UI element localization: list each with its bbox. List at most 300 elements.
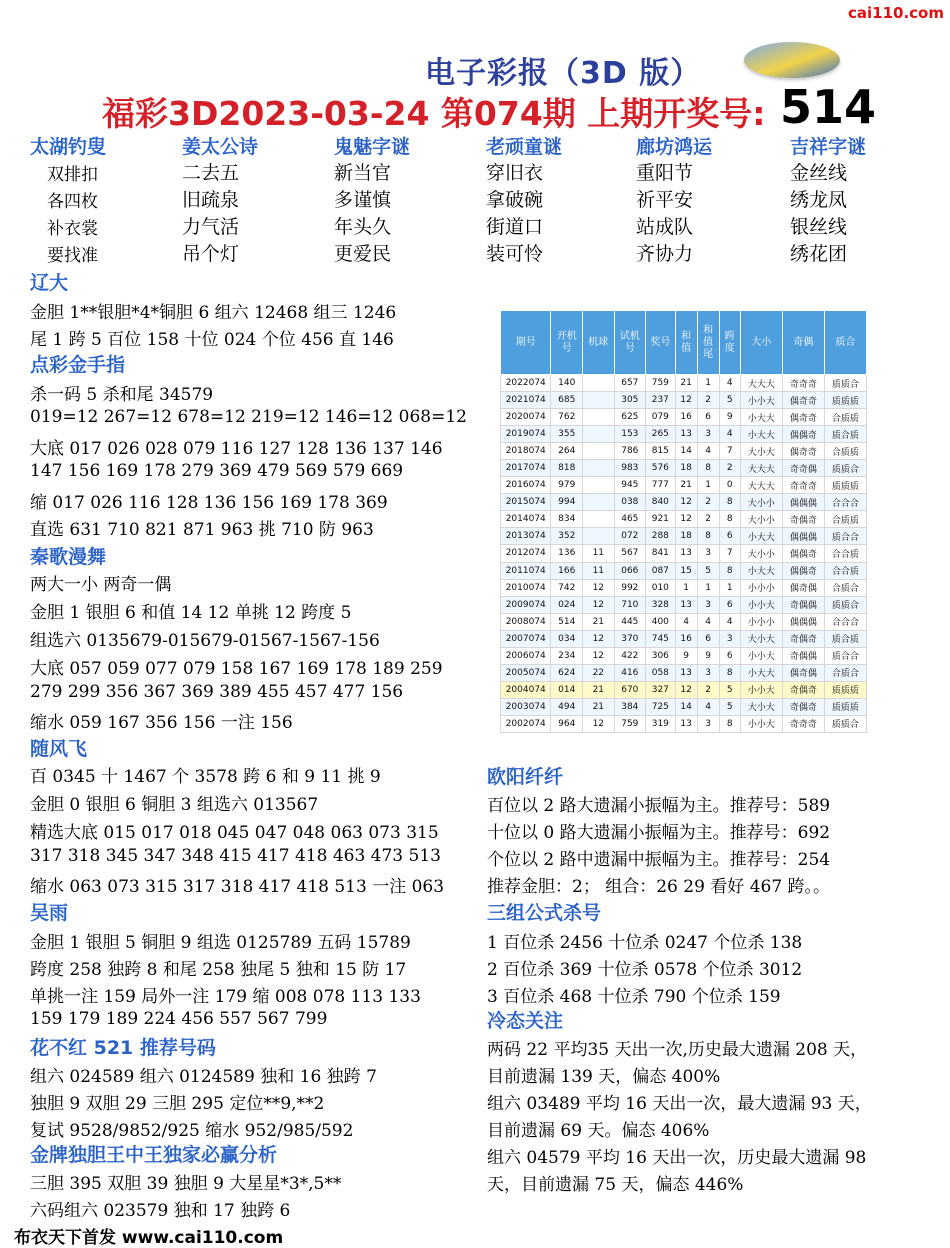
table-header: 奇偶: [782, 311, 824, 375]
table-cell: 合合合: [824, 494, 866, 511]
table-cell: 921: [646, 511, 675, 528]
table-cell: 3: [697, 426, 719, 443]
table-cell: 8: [719, 664, 740, 681]
table-cell: 小小大: [740, 647, 782, 664]
text-line: 金胆 1 银胆 5 铜胆 9 组选 0125789 五码 15789: [30, 933, 411, 953]
text-line: 金胆 1 银胆 6 和值 14 12 单挑 12 跨度 5: [30, 603, 352, 623]
table-cell: 762: [551, 409, 583, 426]
table-row: [501, 647, 867, 664]
table-cell: 445: [614, 613, 646, 630]
table-cell: 8: [719, 511, 740, 528]
table-row: [501, 511, 867, 528]
table-cell: [583, 443, 615, 460]
table-cell: 422: [614, 647, 646, 664]
table-cell: 058: [646, 664, 675, 681]
table-cell: 072: [614, 528, 646, 545]
table-cell: 小大大: [740, 528, 782, 545]
table-cell: 0: [719, 477, 740, 494]
table-cell: 12: [583, 579, 615, 596]
text-line: 缩水 059 167 356 156 一注 156: [30, 713, 293, 733]
text-line: 三胆 395 双胆 39 独胆 9 大星星*3*,5**: [30, 1174, 342, 1194]
table-cell: 偶偶偶: [782, 528, 824, 545]
table-cell: 7: [719, 545, 740, 562]
table-cell: 11: [583, 545, 615, 562]
table-cell: 288: [646, 528, 675, 545]
text-line: 159 179 189 224 456 557 567 799: [30, 1009, 328, 1029]
table-cell: 15: [675, 562, 697, 579]
table-cell: 818: [551, 460, 583, 477]
grid-cell: 站成队: [636, 216, 694, 238]
table-header: 期号: [501, 311, 551, 375]
table-cell: 质质合: [824, 596, 866, 613]
table-cell: 4: [719, 613, 740, 630]
table-cell: 18: [675, 528, 697, 545]
table-cell: 偶奇偶: [782, 579, 824, 596]
table-cell: 质合合: [824, 647, 866, 664]
history-table: [500, 310, 867, 733]
grid-cell: 吊个灯: [182, 243, 240, 265]
table-cell: 5: [697, 562, 719, 579]
riddle-label: 要找准: [47, 246, 98, 266]
text-line: 目前遗漏 139 天，偏态 400%: [487, 1067, 721, 1087]
lottery-logo-icon: [744, 42, 840, 78]
footer-credit: 布衣天下首发 www.cai110.com: [14, 1228, 284, 1248]
table-row: [501, 392, 867, 409]
text-line: 百 0345 十 1467 个 3578 跨 6 和 9 11 挑 9: [30, 767, 381, 787]
table-cell: 841: [646, 545, 675, 562]
text-line: 279 299 356 367 369 389 455 457 477 156: [30, 682, 404, 702]
table-cell: 13: [675, 596, 697, 613]
column-title-5: 廊坊鸿运: [636, 136, 713, 158]
table-cell: 725: [646, 698, 675, 715]
table-cell: 4: [697, 613, 719, 630]
table-cell: 2022074: [501, 375, 551, 392]
table-cell: 2: [697, 511, 719, 528]
table-cell: 偶奇奇: [782, 409, 824, 426]
table-cell: 2017074: [501, 460, 551, 477]
table-cell: 22: [583, 664, 615, 681]
table-cell: 大大大: [740, 460, 782, 477]
table-cell: 759: [614, 715, 646, 732]
table-cell: 12: [675, 494, 697, 511]
table-row: [501, 426, 867, 443]
table-cell: 6: [719, 596, 740, 613]
table-cell: 983: [614, 460, 646, 477]
table-cell: 815: [646, 443, 675, 460]
grid-cell: 旧疏泉: [182, 189, 240, 211]
table-cell: 8: [719, 715, 740, 732]
table-cell: 2003074: [501, 698, 551, 715]
grid-cell: 二去五: [182, 162, 240, 184]
table-cell: 024: [551, 596, 583, 613]
table-header: 跨度: [719, 311, 740, 375]
table-cell: 小小大: [740, 596, 782, 613]
table-row: [501, 613, 867, 630]
section-title-wuyu: 吴雨: [30, 902, 69, 924]
table-cell: 140: [551, 375, 583, 392]
issue-headline: 福彩3D2023-03-24 第074期 上期开奖号:: [102, 94, 766, 133]
table-cell: [583, 460, 615, 477]
table-cell: 12: [583, 630, 615, 647]
grid-cell: 金丝线: [790, 162, 848, 184]
table-cell: 166: [551, 562, 583, 579]
table-cell: 8: [719, 562, 740, 579]
text-line: 2 百位杀 369 十位杀 0578 个位杀 3012: [487, 960, 803, 980]
table-cell: 3: [697, 596, 719, 613]
table-cell: 12: [583, 715, 615, 732]
table-cell: 合质质: [824, 511, 866, 528]
table-cell: 合质合: [824, 579, 866, 596]
text-line: 直选 631 710 821 871 963 挑 710 防 963: [30, 520, 374, 540]
table-cell: 685: [551, 392, 583, 409]
table-cell: 494: [551, 698, 583, 715]
table-row: [501, 409, 867, 426]
text-line: 两码 22 平均35 天出一次,历史最大遗漏 208 天，: [487, 1040, 868, 1060]
table-cell: 4: [719, 375, 740, 392]
table-cell: 136: [551, 545, 583, 562]
table-cell: 945: [614, 477, 646, 494]
table-cell: 奇奇奇: [782, 375, 824, 392]
table-cell: 1: [697, 477, 719, 494]
table-cell: 1: [675, 579, 697, 596]
text-line: 精选大底 015 017 018 045 047 048 063 073 315: [30, 823, 439, 843]
grid-cell: 拿破碗: [486, 189, 544, 211]
column-title-1: 太湖钓叟: [30, 136, 107, 158]
text-line: 复试 9528/9852/925 缩水 952/985/592: [30, 1121, 354, 1141]
table-row: [501, 681, 867, 698]
table-cell: 2: [697, 392, 719, 409]
text-line: 六码组六 023579 独和 17 独跨 6: [30, 1201, 291, 1221]
table-cell: 4: [697, 443, 719, 460]
table-cell: 14: [675, 698, 697, 715]
table-cell: 小大大: [740, 409, 782, 426]
table-cell: 质质合: [824, 715, 866, 732]
table-cell: 质质质: [824, 477, 866, 494]
table-row: [501, 596, 867, 613]
grid-cell: 更爱民: [334, 243, 392, 265]
table-cell: 657: [614, 375, 646, 392]
table-cell: 13: [675, 545, 697, 562]
table-cell: 奇奇奇: [782, 715, 824, 732]
table-cell: 16: [675, 409, 697, 426]
table-cell: 21: [675, 477, 697, 494]
column-title-3: 鬼魅字谜: [334, 136, 411, 158]
table-cell: 大小小: [740, 511, 782, 528]
table-cell: 567: [614, 545, 646, 562]
last-draw-number: 514: [780, 80, 877, 134]
table-row: [501, 443, 867, 460]
riddle-label: 双排扣: [47, 165, 98, 185]
table-cell: 大小大: [740, 698, 782, 715]
text-line: 大底 017 026 028 079 116 127 128 136 137 146: [30, 439, 443, 459]
text-line: 组选六 0135679-015679-01567-1567-156: [30, 631, 380, 651]
table-cell: [583, 375, 615, 392]
table-cell: 2006074: [501, 647, 551, 664]
table-cell: 625: [614, 409, 646, 426]
table-cell: 质质合: [824, 375, 866, 392]
table-cell: 745: [646, 630, 675, 647]
table-cell: 355: [551, 426, 583, 443]
text-line: 杀一码 5 杀和尾 34579: [30, 385, 214, 405]
table-header: 试机号: [614, 311, 646, 375]
table-cell: 6: [719, 647, 740, 664]
table-cell: 偶偶奇: [782, 545, 824, 562]
table-cell: 2015074: [501, 494, 551, 511]
table-cell: 奇奇奇: [782, 477, 824, 494]
table-cell: 小大大: [740, 562, 782, 579]
table-cell: 2011074: [501, 562, 551, 579]
grid-cell: 祈平安: [636, 189, 694, 211]
table-cell: 质合质: [824, 630, 866, 647]
table-cell: 352: [551, 528, 583, 545]
text-line: 组六 04579 平均 16 天出一次，历史最大遗漏 98: [487, 1148, 867, 1168]
text-line: 缩水 063 073 315 317 318 417 418 513 一注 063: [30, 877, 445, 897]
table-header: 和值尾: [697, 311, 719, 375]
table-cell: 834: [551, 511, 583, 528]
section-title-huabuhong: 花不红 521 推荐号码: [30, 1037, 216, 1059]
table-cell: 153: [614, 426, 646, 443]
table-cell: 21: [583, 613, 615, 630]
text-line: 跨度 258 独跨 8 和尾 258 独尾 5 独和 15 防 17: [30, 960, 407, 980]
table-cell: 1: [719, 579, 740, 596]
table-cell: 2009074: [501, 596, 551, 613]
table-cell: 786: [614, 443, 646, 460]
table-cell: 5: [719, 392, 740, 409]
table-cell: 奇奇偶: [782, 460, 824, 477]
table-cell: 670: [614, 681, 646, 698]
table-cell: 2018074: [501, 443, 551, 460]
table-cell: 328: [646, 596, 675, 613]
table-row: [501, 375, 867, 392]
table-cell: 偶奇奇: [782, 443, 824, 460]
table-cell: 742: [551, 579, 583, 596]
table-cell: 质合合: [824, 528, 866, 545]
table-cell: 9: [719, 409, 740, 426]
table-cell: 992: [614, 579, 646, 596]
section-title-golden-king: 金牌独胆王中王独家必赢分析: [30, 1144, 278, 1166]
table-cell: 6: [719, 528, 740, 545]
table-cell: 2014074: [501, 511, 551, 528]
table-cell: 2019074: [501, 426, 551, 443]
table-cell: 合质质: [824, 443, 866, 460]
table-cell: 大小大: [740, 443, 782, 460]
table-cell: [583, 477, 615, 494]
history-table-body: [501, 375, 867, 733]
section-title-suifengfei: 随风飞: [30, 738, 88, 760]
text-line: 单挑一注 159 局外一注 179 缩 008 078 113 133: [30, 987, 421, 1007]
column-title-6: 吉祥字谜: [790, 136, 867, 158]
table-header: 和值: [675, 311, 697, 375]
grid-cell: 多谨慎: [334, 189, 392, 211]
table-cell: 370: [614, 630, 646, 647]
text-line: 个位以 2 路中遗漏中振幅为主。推荐号：254: [487, 850, 831, 870]
table-cell: 16: [675, 630, 697, 647]
table-cell: 奇偶奇: [782, 630, 824, 647]
table-row: [501, 528, 867, 545]
table-cell: 759: [646, 375, 675, 392]
table-cell: [583, 511, 615, 528]
text-line: 金胆 1**银胆*4*铜胆 6 组六 12468 组三 1246: [30, 303, 397, 323]
table-cell: 13: [675, 715, 697, 732]
table-cell: 12: [583, 647, 615, 664]
table-cell: 4: [675, 613, 697, 630]
table-cell: [583, 426, 615, 443]
text-line: 组六 024589 组六 0124589 独和 16 独跨 7: [30, 1067, 377, 1087]
table-cell: 小小小: [740, 579, 782, 596]
table-cell: 偶偶偶: [782, 494, 824, 511]
table-cell: 质质质: [824, 698, 866, 715]
grid-cell: 穿旧衣: [486, 162, 544, 184]
table-cell: 奇偶偶: [782, 647, 824, 664]
table-cell: 小小小: [740, 613, 782, 630]
text-line: 推荐金胆：2； 组合：26 29 看好 467 跨。。: [487, 877, 831, 897]
grid-cell: 齐协力: [636, 243, 694, 265]
table-cell: 奇偶奇: [782, 681, 824, 698]
table-cell: 奇偶奇: [782, 511, 824, 528]
table-row: [501, 494, 867, 511]
table-cell: 319: [646, 715, 675, 732]
table-row: [501, 562, 867, 579]
table-cell: 237: [646, 392, 675, 409]
text-line: 1 百位杀 2456 十位杀 0247 个位杀 138: [487, 933, 803, 953]
table-cell: 小大大: [740, 426, 782, 443]
table-cell: [583, 409, 615, 426]
table-cell: 12: [675, 511, 697, 528]
grid-cell: 力气活: [182, 216, 240, 238]
grid-cell: 重阳节: [636, 162, 694, 184]
table-cell: 305: [614, 392, 646, 409]
table-cell: [583, 392, 615, 409]
table-cell: 12: [583, 596, 615, 613]
text-line: 百位以 2 路大遗漏小振幅为主。推荐号：589: [487, 796, 831, 816]
table-cell: [583, 494, 615, 511]
table-cell: 偶奇奇: [782, 392, 824, 409]
table-cell: 014: [551, 681, 583, 698]
table-header: 质合: [824, 311, 866, 375]
table-header: 开机号: [551, 311, 583, 375]
table-cell: 6: [697, 409, 719, 426]
table-cell: 大小大: [740, 630, 782, 647]
table-header: 机球: [583, 311, 615, 375]
table-cell: 质质合: [824, 460, 866, 477]
text-line: 金胆 0 银胆 6 铜胆 3 组选六 013567: [30, 795, 319, 815]
table-cell: 质质质: [824, 392, 866, 409]
table-cell: 1: [697, 375, 719, 392]
table-row: [501, 477, 867, 494]
table-cell: 777: [646, 477, 675, 494]
table-header: 大小: [740, 311, 782, 375]
text-line: 两大一小 两奇一偶: [30, 575, 172, 595]
table-cell: 5: [719, 681, 740, 698]
table-cell: 8: [697, 528, 719, 545]
table-cell: 大大大: [740, 375, 782, 392]
table-cell: 小小大: [740, 392, 782, 409]
table-cell: 234: [551, 647, 583, 664]
table-cell: 11: [583, 562, 615, 579]
text-line: 大底 057 059 077 079 158 167 169 178 189 259: [30, 659, 443, 679]
table-cell: 13: [675, 426, 697, 443]
table-cell: 306: [646, 647, 675, 664]
text-line: 019=12 267=12 678=12 219=12 146=12 068=12: [30, 407, 467, 427]
table-cell: 4: [719, 426, 740, 443]
text-line: 天，目前遗漏 75 天，偏态 446%: [487, 1175, 744, 1195]
table-cell: 合合质: [824, 562, 866, 579]
table-cell: 5: [719, 698, 740, 715]
table-cell: 066: [614, 562, 646, 579]
grid-cell: 绣龙凤: [790, 189, 848, 211]
table-row: [501, 460, 867, 477]
table-cell: 416: [614, 664, 646, 681]
table-header-row: [501, 311, 867, 375]
table-cell: 偶偶奇: [782, 426, 824, 443]
table-row: [501, 545, 867, 562]
table-cell: 3: [697, 715, 719, 732]
table-cell: 合质质: [824, 409, 866, 426]
table-cell: 21: [583, 681, 615, 698]
table-cell: 1: [697, 579, 719, 596]
table-cell: 265: [646, 426, 675, 443]
table-cell: 3: [697, 545, 719, 562]
riddle-label: 各四枚: [47, 192, 98, 212]
table-cell: 21: [675, 375, 697, 392]
section-title-kill-formula: 三组公式杀号: [487, 902, 602, 924]
table-cell: 奇偶奇: [782, 698, 824, 715]
text-line: 目前遗漏 69 天。偏态 406%: [487, 1121, 710, 1141]
table-cell: 2: [719, 460, 740, 477]
table-cell: 8: [719, 494, 740, 511]
table-cell: 514: [551, 613, 583, 630]
text-line: 147 156 169 178 279 369 479 569 579 669: [30, 461, 404, 481]
table-cell: 3: [697, 664, 719, 681]
table-cell: 2020074: [501, 409, 551, 426]
grid-cell: 装可怜: [486, 243, 544, 265]
table-row: [501, 579, 867, 596]
table-cell: 840: [646, 494, 675, 511]
table-cell: 13: [675, 664, 697, 681]
paper-title: 电子彩报（3D 版）: [425, 56, 702, 91]
table-cell: 010: [646, 579, 675, 596]
grid-cell: 新当官: [334, 162, 392, 184]
table-cell: 2016074: [501, 477, 551, 494]
table-cell: 6: [697, 630, 719, 647]
table-cell: 624: [551, 664, 583, 681]
table-cell: 21: [583, 698, 615, 715]
table-cell: 2: [697, 681, 719, 698]
text-line: 独胆 9 双胆 29 三胆 295 定位**9,**2: [30, 1094, 325, 1114]
table-cell: 18: [675, 460, 697, 477]
table-cell: 偶偶偶: [782, 613, 824, 630]
table-cell: 大大大: [740, 477, 782, 494]
site-watermark: cai110.com: [848, 4, 944, 22]
table-header: 奖号: [646, 311, 675, 375]
table-cell: 576: [646, 460, 675, 477]
table-cell: 710: [614, 596, 646, 613]
table-cell: 3: [719, 630, 740, 647]
table-cell: 327: [646, 681, 675, 698]
grid-cell: 街道口: [486, 216, 544, 238]
table-cell: 偶奇偶: [782, 664, 824, 681]
table-cell: 979: [551, 477, 583, 494]
section-title-qinge: 秦歌漫舞: [30, 546, 107, 568]
table-cell: 小大大: [740, 664, 782, 681]
table-cell: 2010074: [501, 579, 551, 596]
table-cell: 合合合: [824, 613, 866, 630]
table-cell: 2002074: [501, 715, 551, 732]
grid-cell: 绣花团: [790, 243, 848, 265]
table-cell: 2008074: [501, 613, 551, 630]
grid-cell: 银丝线: [790, 216, 848, 238]
table-cell: 12: [675, 392, 697, 409]
